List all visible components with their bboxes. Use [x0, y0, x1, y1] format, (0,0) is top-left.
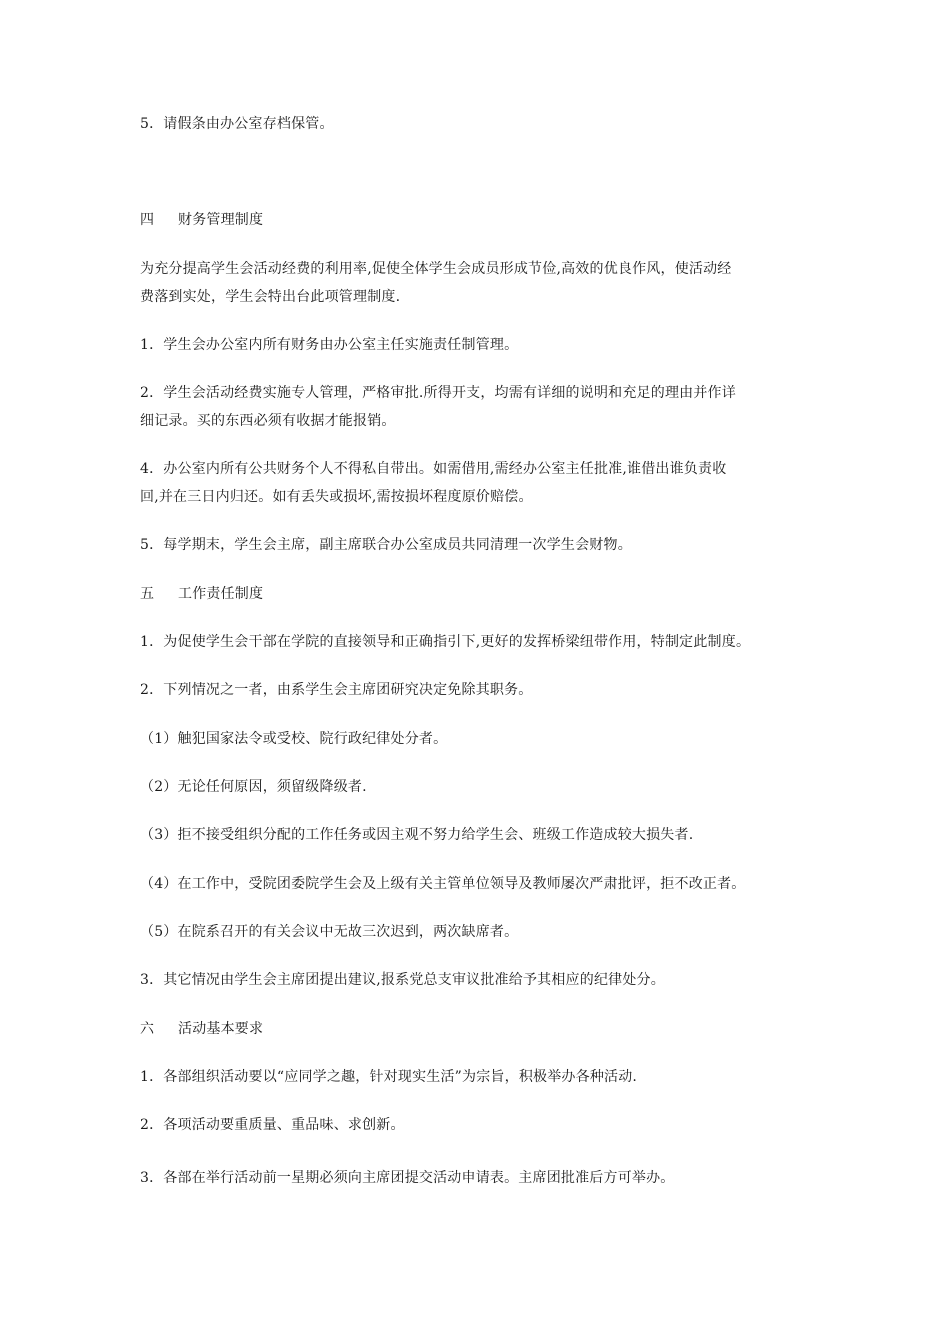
section-number: 六: [140, 1021, 155, 1037]
list-item: 5．请假条由办公室存档保管。: [140, 116, 334, 132]
list-item: 3．各部在举行活动前一星期必须向主席团提交活动申请表。主席团批准后方可举办。: [140, 1170, 675, 1186]
list-item: 2．学生会活动经费实施专人管理，严格审批.所得开支，均需有详细的说明和充足的理由并作详: [140, 385, 736, 401]
section-heading: [140, 580, 830, 608]
list-item: （4）在工作中，受院团委院学生会及上级有关主管单位领导及教师屡次严肃批评，拒不改正者。: [140, 876, 746, 892]
list-item: 1．学生会办公室内所有财务由办公室主任实施责任制管理。: [140, 337, 519, 353]
list-item: 4．办公室内所有公共财务个人不得私自带出。如需借用,需经办公室主任批准,谁借出谁负责收: [140, 461, 727, 477]
paragraph-line: 费落到实处，学生会特出台此项管理制度.: [140, 289, 401, 305]
list-item: （1）触犯国家法令或受校、院行政纪律处分者。: [140, 731, 448, 747]
section-title: 财务管理制度: [178, 212, 264, 228]
list-item: 5．每学期末，学生会主席，副主席联合办公室成员共同清理一次学生会财物。: [140, 537, 632, 553]
paragraph-line: 为充分提高学生会活动经费的利用率,促使全体学生会成员形成节俭,高效的优良作风，使活动经: [140, 261, 732, 277]
section-number: 五: [140, 586, 155, 602]
list-item: 1．为促使学生会干部在学院的直接领导和正确指引下,更好的发挥桥梁纽带作用，特制定此制度。: [140, 634, 751, 650]
list-item: 3．其它情况由学生会主席团提出建议,报系党总支审议批准给予其相应的纪律处分。: [140, 972, 665, 988]
section-title: 工作责任制度: [178, 586, 264, 602]
section-number: 四: [140, 212, 155, 228]
section-heading: [140, 1015, 830, 1043]
section-title: 活动基本要求: [178, 1021, 264, 1037]
list-item: 2．下列情况之一者，由系学生会主席团研究决定免除其职务。: [140, 682, 533, 698]
list-item: （5）在院系召开的有关会议中无故三次迟到，两次缺席者。: [140, 924, 519, 940]
section-heading: [140, 206, 830, 234]
list-item: 1．各部组织活动要以“应同学之趣，针对现实生活”为宗旨，积极举办各种活动.: [140, 1069, 638, 1085]
list-item: （3）拒不接受组织分配的工作任务或因主观不努力给学生会、班级工作造成较大损失者.: [140, 827, 694, 843]
list-item: 2．各项活动要重质量、重品味、求创新。: [140, 1117, 405, 1133]
list-item-continuation: 细记录。买的东西必须有收据才能报销。: [140, 413, 396, 429]
list-item: （2）无论任何原因，须留级降级者.: [140, 779, 367, 795]
list-item-continuation: 回,并在三日内归还。如有丢失或损坏,需按损坏程度原价赔偿。: [140, 489, 533, 505]
